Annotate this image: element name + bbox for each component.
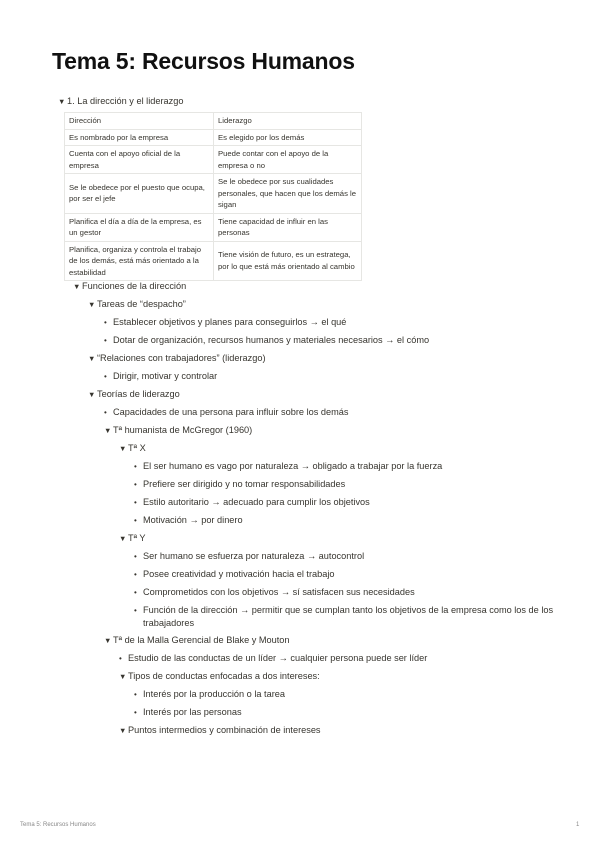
toggle-arrow-icon: ▼	[119, 672, 127, 681]
toggle-arrow-icon: ▼	[119, 534, 127, 543]
table-cell: Cuenta con el apoyo oficial de la empresa	[65, 146, 214, 174]
table-cell: Tiene capacidad de influir en las personas	[214, 213, 362, 241]
toggle-tareas-despacho[interactable]: ▼ Tareas de “despacho”	[88, 299, 186, 309]
bullet-icon: •	[134, 690, 137, 699]
table-row	[65, 146, 362, 174]
toggle-puntos-intermedios[interactable]: ▼ Puntos intermedios y combinación de intereses	[119, 725, 321, 735]
table-header-cell: Dirección	[65, 113, 214, 130]
list-item: • Estilo autoritario → adecuado para cumplir los objetivos	[134, 497, 370, 507]
list-item: • Establecer objetivos y planes para conseguirlos → el qué	[104, 317, 347, 327]
bullet-icon: •	[134, 516, 137, 525]
list-item: • El ser humano es vago por naturaleza → obligado a trabajar por la fuerza	[134, 461, 443, 471]
table-cell: Es nombrado por la empresa	[65, 129, 214, 146]
toggle-section-direccion-liderazgo[interactable]: ▼ 1. La dirección y el liderazgo	[58, 96, 184, 106]
list-item-continuation: trabajadores	[143, 618, 195, 628]
table-cell: Planifica el día a día de la empresa, es un gestor	[65, 213, 214, 241]
bullet-icon: •	[134, 480, 137, 489]
list-item: • Estudio de las conductas de un líder → cualquier persona puede ser líder	[119, 653, 428, 663]
table-row	[65, 213, 362, 241]
table-row	[65, 129, 362, 146]
bullet-icon: •	[104, 372, 107, 381]
toggle-teorias-liderazgo[interactable]: ▼ Teorías de liderazgo	[88, 389, 180, 399]
page-title: Tema 5: Recursos Humanos	[52, 48, 355, 74]
list-item: • Dirigir, motivar y controlar	[104, 371, 218, 381]
list-item: • Capacidades de una persona para influir sobre los demás	[104, 407, 349, 417]
list-item: • Función de la dirección → permitir que se cumplan tanto los objetivos de la empresa como los de los	[134, 605, 554, 615]
toggle-arrow-icon: ▼	[88, 300, 96, 309]
toggle-blake-mouton[interactable]: ▼ Tª de la Malla Gerencial de Blake y Mouton	[104, 635, 290, 645]
table-header-cell: Liderazgo	[214, 113, 362, 130]
bullet-icon: •	[104, 408, 107, 417]
bullet-icon: •	[134, 552, 137, 561]
toggle-funciones-direccion[interactable]: ▼ Funciones de la dirección	[73, 281, 187, 291]
bullet-icon: •	[104, 318, 107, 327]
bullet-icon: •	[119, 654, 122, 663]
list-item: • Prefiere ser dirigido y no tomar responsabilidades	[134, 479, 346, 489]
toggle-mcgregor[interactable]: ▼ Tª humanista de McGregor (1960)	[104, 425, 253, 435]
table-cell: Planifica, organiza y controla el trabajo de los demás, está más orientado a la estabilidad	[65, 241, 214, 281]
table-row	[65, 241, 362, 281]
toggle-relaciones-trabajadores[interactable]: ▼ “Relaciones con trabajadores” (liderazgo)	[88, 353, 266, 363]
toggle-arrow-icon: ▼	[104, 636, 112, 645]
toggle-arrow-icon: ▼	[73, 282, 81, 291]
bullet-icon: •	[134, 570, 137, 579]
footer-page-number: 1	[576, 822, 580, 828]
list-item: • Ser humano se esfuerza por naturaleza → autocontrol	[134, 551, 365, 561]
toggle-teoria-x[interactable]: ▼ Tª X	[119, 443, 146, 453]
list-item: • Interés por la producción o la tarea	[134, 689, 285, 699]
table-cell: Tiene visión de futuro, es un estratega, por lo que está más orientado al cambio	[214, 241, 362, 281]
list-item: • Motivación → por dinero	[134, 515, 243, 525]
list-item: • Dotar de organización, recursos humanos y materiales necesarios → el cómo	[104, 335, 430, 345]
table-header-row	[65, 113, 362, 130]
toggle-arrow-icon: ▼	[88, 354, 96, 363]
toggle-arrow-icon: ▼	[104, 426, 112, 435]
toggle-arrow-icon: ▼	[88, 390, 96, 399]
table-cell: Se le obedece por sus cualidades personales, que hacen que los demás le sigan	[214, 174, 362, 214]
comparison-table	[64, 112, 362, 281]
bullet-icon: •	[134, 606, 137, 615]
bullet-icon: •	[134, 462, 137, 471]
bullet-icon: •	[134, 588, 137, 597]
footer-title: Tema 5: Recursos Humanos	[20, 822, 96, 828]
toggle-teoria-y[interactable]: ▼ Tª Y	[119, 533, 146, 543]
bullet-icon: •	[134, 708, 137, 717]
table-row	[65, 174, 362, 214]
table-cell: Es elegido por los demás	[214, 129, 362, 146]
toggle-tipos-conductas[interactable]: ▼ Tipos de conductas enfocadas a dos intereses:	[119, 671, 320, 681]
toggle-arrow-icon: ▼	[58, 97, 66, 106]
bullet-icon: •	[104, 336, 107, 345]
toggle-arrow-icon: ▼	[119, 726, 127, 735]
table-cell: Se le obedece por el puesto que ocupa, por ser el jefe	[65, 174, 214, 214]
toggle-arrow-icon: ▼	[119, 444, 127, 453]
bullet-icon: •	[134, 498, 137, 507]
list-item: • Interés por las personas	[134, 707, 242, 717]
list-item: • Comprometidos con los objetivos → sí satisfacen sus necesidades	[134, 587, 415, 597]
list-item: • Posee creatividad y motivación hacia el trabajo	[134, 569, 335, 579]
table-cell: Puede contar con el apoyo de la empresa o no	[214, 146, 362, 174]
